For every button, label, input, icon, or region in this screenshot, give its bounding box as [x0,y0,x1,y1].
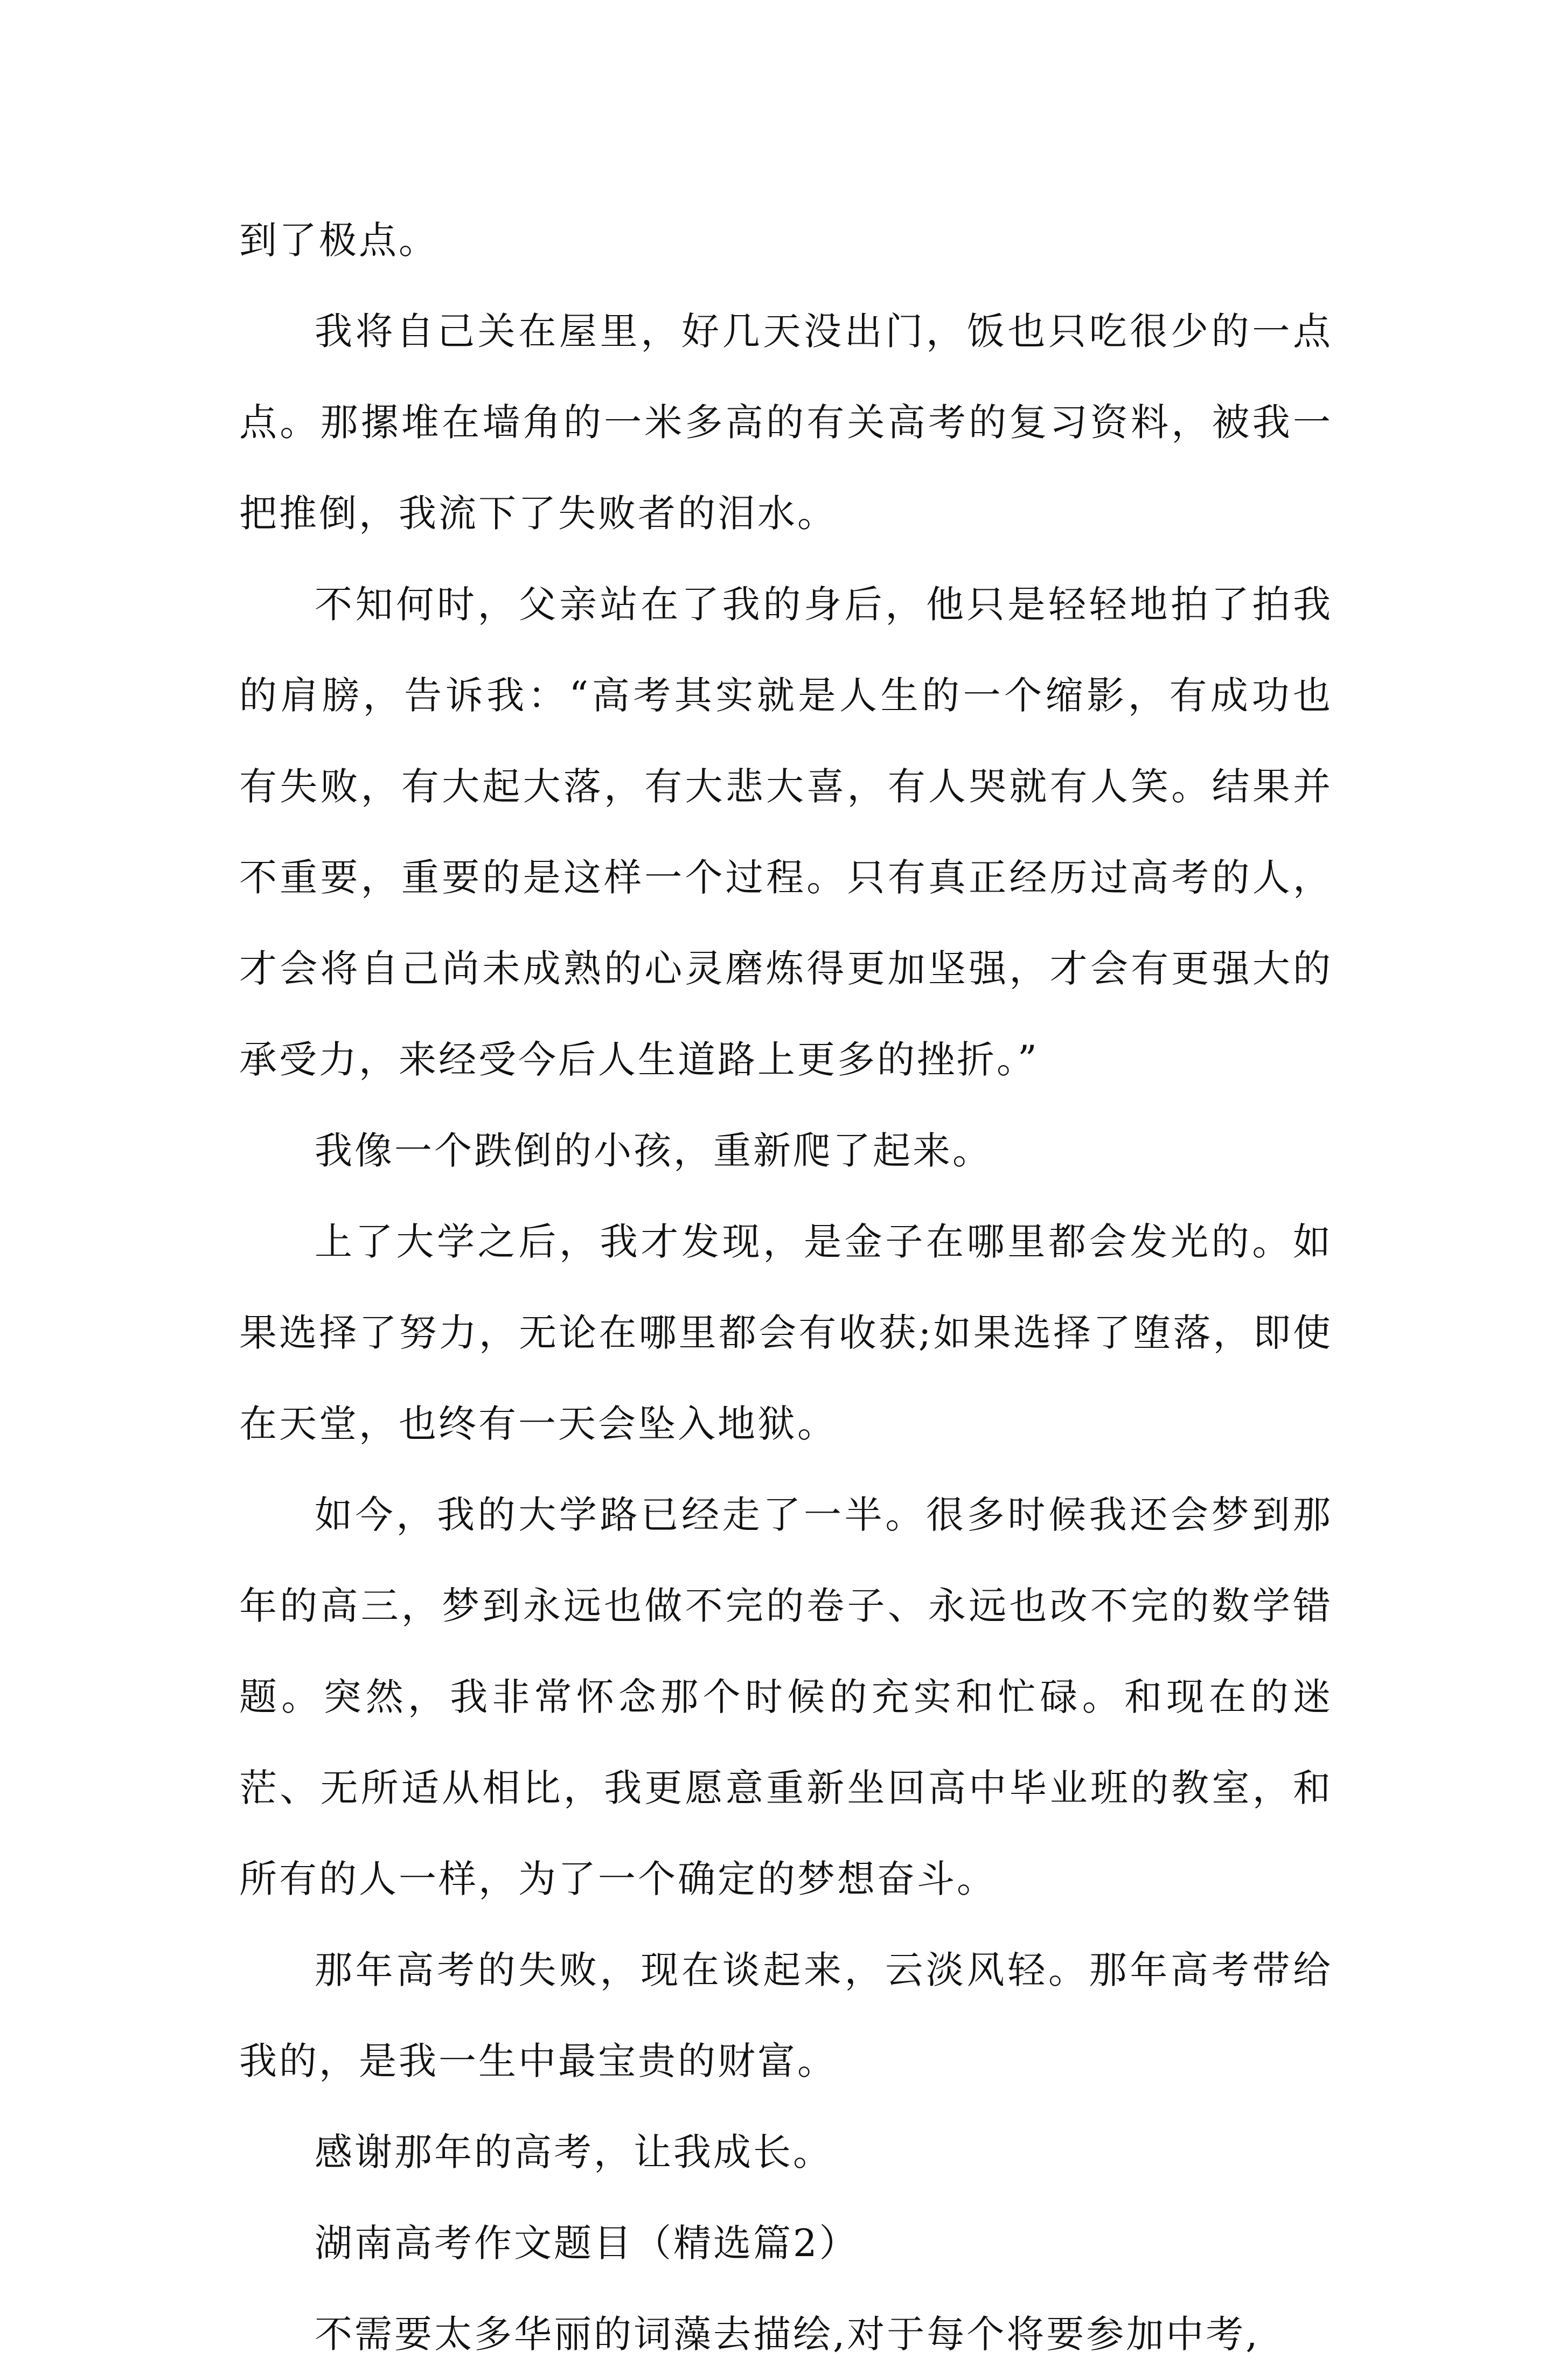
paragraph-failure-wealth: 那年高考的失败，现在谈起来，云淡风轻。那年高考带给我的，是我一生中最宝贵的财富。 [239,1948,1333,2083]
section-heading: 湖南高考作文题目（精选篇2） [315,2221,859,2265]
paragraph-nowadays: 如今，我的大学路已经走了一半。很多时候我还会梦到那年的高三，梦到永远也做不完的卷子、永远也改不完的数学错题。突然，我非常怀念那个时候的充实和忙碌。和现在的迷茫、无所适从相比，我更愿意重新坐回高中毕业班的教室，和所有的人一样，为了一个确定的梦想奋斗。 [239,1493,1333,1901]
paragraph-father-advice: 不知何时，父亲站在了我的身后，他只是轻轻地拍了拍我的肩膀，告诉我：“高考其实就是人生的一个缩影，有成功也有失败，有大起大落，有大悲大喜，有人哭就有人笑。结果并不重要，重要的是这样一个过程。只有真正经历过高考的人，才会将自己尚未成熟的心灵磨炼得更加坚强，才会有更强大的承受力，来经受今后人生道路上更多的挫折。” [239,582,1333,1082]
paragraph-university: 上了大学之后，我才发现，是金子在哪里都会发光的。如果选择了努力，无论在哪里都会有收获;如果选择了堕落，即使在天堂，也终有一天会坠入地狱。 [239,1220,1333,1446]
paragraph-locked-in-room: 我将自己关在屋里，好几天没出门，饭也只吃很少的一点点。那摞堆在墙角的一米多高的有关高考的复习资料，被我一把推倒，我流下了失败者的泪水。 [239,309,1333,535]
document-body [239,195,1333,2380]
paragraph-thanks: 感谢那年的高考，让我成长。 [315,2130,833,2174]
paragraph-continuation: 到了极点。 [239,218,439,262]
paragraph-next-essay: 不需要太多华丽的词藻去描绘,对于每个将要参加中考, [315,2312,1260,2356]
paragraph-stood-up: 我像一个跌倒的小孩，重新爬了起来。 [315,1129,992,1173]
